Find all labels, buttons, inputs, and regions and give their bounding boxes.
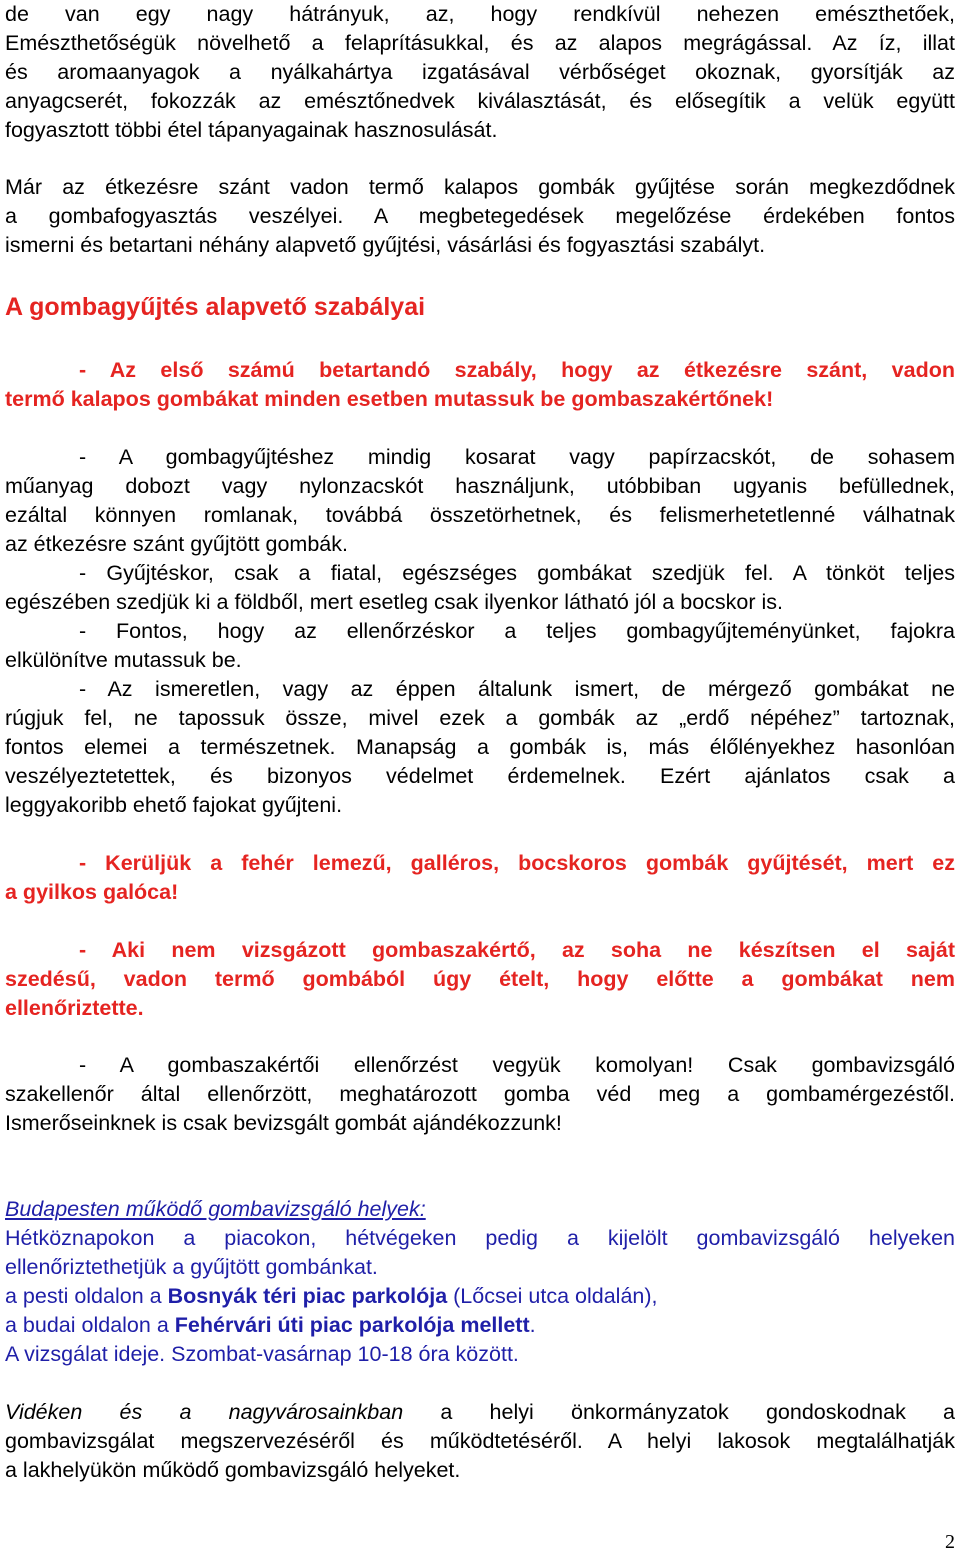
text-line: fontos elemei a természetnek. Manapság a gombák is, más élőlényekhez hasonlóan bbox=[5, 735, 955, 759]
text-line: - Az ismeretlen, vagy az éppen általunk ismert, de mérgező gombákat ne bbox=[79, 677, 955, 701]
text-line: anyagcserét, fokozzák az emésztőnedvek kiválasztását, és elősegítik a velük együtt bbox=[5, 89, 955, 113]
pest-suffix: (Lőcsei utca oldalán), bbox=[447, 1284, 658, 1308]
pest-location-name: Bosnyák téri piac parkolója bbox=[167, 1284, 448, 1308]
budapest-title: Budapesten működő gombavizsgáló helyek: bbox=[5, 1197, 426, 1221]
text-line: - A gombaszakértői ellenőrzést vegyük komolyan! Csak gombavizsgáló bbox=[79, 1053, 955, 1077]
text-line: - Kerüljük a fehér lemezű, galléros, bocskoros gombák gyűjtését, mert ez bbox=[79, 851, 955, 875]
text-line: gombavizsgálat megszervezéséről és működtetéséről. A helyi lakosok megtalálhatják bbox=[5, 1429, 955, 1453]
text-line: veszélyeztetettek, és bizonyos védelmet érdemelnek. Ezért ajánlatos csak a bbox=[5, 764, 955, 788]
text-line: - Az első számú betartandó szabály, hogy az étkezésre szánt, vadon bbox=[79, 358, 955, 382]
text-line: - Fontos, hogy az ellenőrzéskor a teljes gombagyűjteményünket, fajokra bbox=[79, 619, 955, 643]
text-line: fogyasztott többi étel tápanyagainak hasznosulását. bbox=[5, 118, 498, 142]
text-line: - Aki nem vizsgázott gombaszakértő, az soha ne készítsen el saját bbox=[79, 938, 955, 962]
text-line: leggyakoribb ehető fajokat gyűjteni. bbox=[5, 793, 343, 817]
text-line: ellenőriztette. bbox=[5, 996, 144, 1020]
text-line: a lakhelyükön működő gombavizsgáló helyeket. bbox=[5, 1458, 461, 1482]
buda-location-name: Fehérvári úti piac parkolója mellett bbox=[174, 1313, 530, 1337]
countryside-italic: Vidéken és a nagyvárosainkban bbox=[5, 1400, 404, 1424]
text-line: elkülönítve mutassuk be. bbox=[5, 648, 242, 672]
countryside-rest: a helyi önkormányzatok gondoskodnak a bbox=[403, 1400, 956, 1424]
text-line: - A gombagyűjtéshez mindig kosarat vagy papírzacskót, de sohasem bbox=[79, 445, 955, 469]
text-line: az étkezésre szánt gyűjtött gombák. bbox=[5, 532, 348, 556]
text-line bbox=[5, 1398, 955, 1427]
text-line: de van egy nagy hátrányuk, az, hogy rendkívül nehezen emészthetőek, bbox=[5, 2, 955, 26]
text-line: rúgjuk fel, ne tapossuk össze, mivel ezek a gombák az „erdő népéhez” tartoznak, bbox=[5, 706, 955, 730]
buda-suffix: . bbox=[529, 1313, 536, 1337]
page-number: 2 bbox=[945, 1531, 955, 1553]
text-line: szakellenőr által ellenőrzött, meghatározott gomba véd meg a gombamérgezéstől. bbox=[5, 1082, 955, 1106]
text-line: és aromaanyagok a nyálkahártya izgatásával vérbőséget okoznak, gyorsítják az bbox=[5, 60, 955, 84]
text-line: termő kalapos gombákat minden esetben mutassuk be gombaszakértőnek! bbox=[5, 387, 774, 411]
text-line: szedésű, vadon termő gombából úgy ételt, hogy előtte a gombákat nem bbox=[5, 967, 955, 991]
buda-prefix: a budai oldalon a bbox=[5, 1313, 175, 1337]
inspection-time: A vizsgálat ideje. Szombat-vasárnap 10-18 óra között. bbox=[5, 1342, 519, 1366]
text-line: egészében szedjük ki a földből, mert esetleg csak ilyenkor látható jól a bocskor is. bbox=[5, 590, 783, 614]
buda-location bbox=[5, 1311, 955, 1340]
text-line: Hétköznapokon a piacokon, hétvégeken pedig a kijelölt gombavizsgáló helyeken bbox=[5, 1226, 955, 1250]
text-line: Ismerőseinknek is csak bevizsgált gombát ajándékozzunk! bbox=[5, 1111, 562, 1135]
text-line: a gombafogyasztás veszélyei. A megbetegedések megelőzése érdekében fontos bbox=[5, 204, 955, 228]
text-line: Emészthetőségük növelhető a felaprításukkal, és az alapos megrágással. Az íz, illat bbox=[5, 31, 955, 55]
text-line: műanyag dobozt vagy nylonzacskót használjunk, utóbbiban ugyanis befüllednek, bbox=[5, 474, 955, 498]
text-line: ellenőriztethetjük a gyűjtött gombánkat. bbox=[5, 1255, 378, 1279]
text-line: a gyilkos galóca! bbox=[5, 880, 179, 904]
pest-prefix: a pesti oldalon a bbox=[5, 1284, 168, 1308]
text-line: ismerni és betartani néhány alapvető gyűjtési, vásárlási és fogyasztási szabályt. bbox=[5, 233, 766, 257]
section-heading: A gombagyűjtés alapvető szabályai bbox=[5, 293, 426, 321]
text-line: - Gyűjtéskor, csak a fiatal, egészséges gombákat szedjük fel. A tönköt teljes bbox=[79, 561, 955, 585]
text-line: Már az étkezésre szánt vadon termő kalapos gombák gyűjtése során megkezdődnek bbox=[5, 175, 955, 199]
pest-location bbox=[5, 1282, 955, 1311]
text-line: ezáltal könnyen romlanak, továbbá összetörhetnek, és felismerhetetlenné válhatnak bbox=[5, 503, 955, 527]
